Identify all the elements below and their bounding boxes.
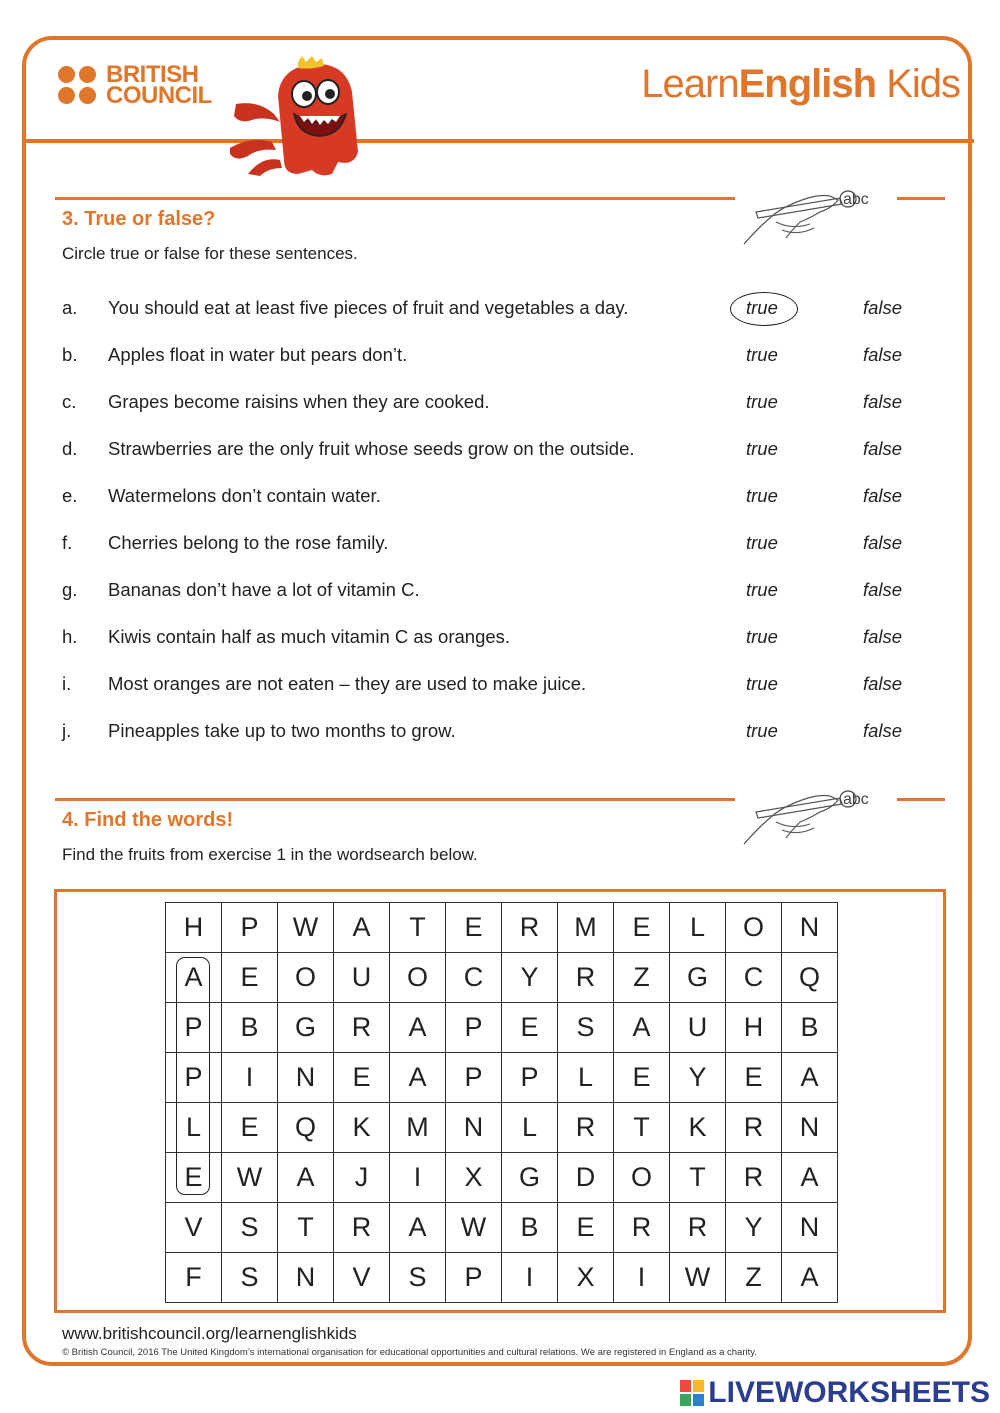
question-text: Strawberries are the only fruit whose seeds grow on the outside.	[108, 438, 635, 459]
question-text: Kiwis contain half as much vitamin C as oranges.	[108, 626, 511, 647]
wordsearch-cell[interactable]: X	[558, 1253, 614, 1303]
wordsearch-cell[interactable]: S	[558, 1003, 614, 1053]
wordsearch-cell[interactable]: W	[670, 1253, 726, 1303]
false-option[interactable]: false	[863, 720, 903, 741]
question-text: Apples float in water but pears don’t.	[108, 344, 408, 365]
question-text: Grapes become raisins when they are cooked.	[108, 391, 490, 412]
hand-abc-label: abc	[843, 191, 869, 208]
wordsearch-cell[interactable]: I	[502, 1253, 558, 1303]
wordsearch-cell[interactable]: J	[334, 1153, 390, 1203]
wordsearch-row	[166, 1203, 838, 1253]
wordsearch-cell[interactable]: R	[502, 903, 558, 953]
wordsearch-cell[interactable]: E	[222, 953, 278, 1003]
question-letter: a.	[62, 297, 78, 318]
wordsearch-cell[interactable]: O	[614, 1153, 670, 1203]
wordsearch-cell[interactable]: S	[390, 1253, 446, 1303]
wordsearch-cell[interactable]: A	[334, 903, 390, 953]
wordsearch-cell[interactable]: A	[782, 1253, 838, 1303]
wordsearch-cell[interactable]: I	[390, 1153, 446, 1203]
wordsearch-cell[interactable]: A	[782, 1153, 838, 1203]
hand-abc-label: abc	[843, 791, 869, 808]
wordsearch-cell[interactable]: Y	[670, 1053, 726, 1103]
question-row	[62, 576, 922, 606]
question-letter: j.	[62, 720, 72, 741]
wordsearch-cell[interactable]: N	[782, 1103, 838, 1153]
wordsearch-cell[interactable]: M	[390, 1103, 446, 1153]
wordsearch-cell[interactable]: N	[278, 1253, 334, 1303]
wordsearch-cell[interactable]: T	[670, 1153, 726, 1203]
question-letter: g.	[62, 579, 78, 600]
wordsearch-cell[interactable]: L	[670, 903, 726, 953]
wordsearch-cell[interactable]: W	[222, 1153, 278, 1203]
false-option[interactable]: false	[863, 579, 903, 600]
wordsearch-cell[interactable]: P	[446, 1053, 502, 1103]
question-row	[62, 435, 922, 465]
wordsearch-cell[interactable]: F	[166, 1253, 222, 1303]
learnenglish-kids-logo	[641, 62, 960, 107]
true-option[interactable]: true	[746, 673, 778, 694]
question-row	[62, 717, 922, 747]
question-letter: e.	[62, 485, 78, 506]
wordsearch-cell[interactable]: E	[614, 1053, 670, 1103]
wordsearch-cell[interactable]: Q	[278, 1103, 334, 1153]
logo-english: English	[738, 62, 877, 106]
writing-hand-icon	[740, 778, 890, 854]
wordsearch-cell[interactable]: T	[278, 1203, 334, 1253]
liveworksheets-logo	[680, 1376, 990, 1410]
wordsearch-cell[interactable]: A	[278, 1153, 334, 1203]
logo-line-2: COUNCIL	[106, 82, 212, 109]
true-option[interactable]: true	[746, 344, 778, 365]
example-word-ring	[176, 957, 210, 1195]
question-row	[62, 294, 922, 324]
wordsearch-cell[interactable]: R	[334, 1003, 390, 1053]
question-letter: i.	[62, 673, 72, 694]
wordsearch-cell[interactable]: R	[726, 1153, 782, 1203]
wordsearch-cell[interactable]: M	[558, 903, 614, 953]
false-option[interactable]: false	[863, 532, 903, 553]
wordsearch-cell[interactable]: P	[222, 903, 278, 953]
wordsearch-cell[interactable]: R	[558, 1103, 614, 1153]
wordsearch-cell[interactable]: S	[222, 1203, 278, 1253]
wordsearch-cell[interactable]: B	[782, 1003, 838, 1053]
wordsearch-cell[interactable]: I	[614, 1253, 670, 1303]
question-letter: f.	[62, 532, 73, 553]
wordsearch-cell[interactable]: P	[166, 1003, 222, 1053]
question-row	[62, 529, 922, 559]
section4-title: 4. Find the words!	[62, 809, 234, 831]
wordsearch-cell[interactable]: R	[670, 1203, 726, 1253]
wordsearch-cell[interactable]: W	[278, 903, 334, 953]
wordsearch-cell[interactable]: E	[334, 1053, 390, 1103]
wordsearch-row	[166, 953, 838, 1003]
wordsearch-cell[interactable]: A	[614, 1003, 670, 1053]
true-option[interactable]: true	[746, 579, 778, 600]
wordsearch-cell[interactable]: Y	[726, 1203, 782, 1253]
wordsearch-cell[interactable]: D	[558, 1153, 614, 1203]
wordsearch-cell[interactable]: K	[334, 1103, 390, 1153]
section4-rule-right	[897, 798, 945, 801]
wordsearch-cell[interactable]: Z	[726, 1253, 782, 1303]
wordsearch-cell[interactable]: O	[726, 903, 782, 953]
wordsearch-row	[166, 1153, 838, 1203]
false-option[interactable]: false	[863, 438, 903, 459]
liveworksheets-text: LIVEWORKSHEETS	[708, 1376, 990, 1409]
question-letter: b.	[62, 344, 78, 365]
wordsearch-cell[interactable]: V	[334, 1253, 390, 1303]
false-option[interactable]: false	[863, 297, 903, 318]
wordsearch-cell[interactable]: T	[614, 1103, 670, 1153]
wordsearch-row	[166, 1053, 838, 1103]
question-text: Most oranges are not eaten – they are used to make juice.	[108, 673, 587, 694]
header-rule	[24, 139, 974, 143]
wordsearch-cell[interactable]: Z	[614, 953, 670, 1003]
wordsearch-cell[interactable]: K	[670, 1103, 726, 1153]
wordsearch-cell[interactable]: A	[782, 1053, 838, 1103]
section3-instruction: Circle true or false for these sentences.	[62, 244, 358, 263]
wordsearch-cell[interactable]: E	[558, 1203, 614, 1253]
wordsearch-row	[166, 903, 838, 953]
wordsearch-cell[interactable]: U	[670, 1003, 726, 1053]
section3-title: 3. True or false?	[62, 208, 216, 230]
wordsearch-cell[interactable]: C	[726, 953, 782, 1003]
false-option[interactable]: false	[863, 485, 903, 506]
wordsearch-cell[interactable]: P	[502, 1053, 558, 1103]
section4-rule-left	[55, 798, 735, 801]
wordsearch-cell[interactable]: A	[390, 1053, 446, 1103]
wordsearch-cell[interactable]: R	[726, 1103, 782, 1153]
wordsearch-cell[interactable]: H	[726, 1003, 782, 1053]
wordsearch-cell[interactable]: T	[390, 903, 446, 953]
wordsearch-cell[interactable]: L	[166, 1103, 222, 1153]
wordsearch-cell[interactable]: R	[334, 1203, 390, 1253]
question-text: You should eat at least five pieces of fruit and vegetables a day.	[108, 297, 629, 318]
wordsearch-cell[interactable]: G	[670, 953, 726, 1003]
wordsearch-cell[interactable]: X	[446, 1153, 502, 1203]
monster-mascot-icon	[228, 56, 363, 181]
true-option[interactable]: true	[746, 720, 778, 741]
wordsearch-cell[interactable]: A	[166, 953, 222, 1003]
liveworksheets-icon	[680, 1380, 704, 1406]
wordsearch-cell[interactable]: N	[278, 1053, 334, 1103]
question-text: Bananas don’t have a lot of vitamin C.	[108, 579, 420, 600]
question-text: Cherries belong to the rose family.	[108, 532, 389, 553]
wordsearch-cell[interactable]: A	[390, 1203, 446, 1253]
true-option[interactable]: true	[746, 485, 778, 506]
question-letter: c.	[62, 391, 77, 412]
wordsearch-row	[166, 1103, 838, 1153]
wordsearch-row	[166, 1253, 838, 1303]
question-row	[62, 341, 922, 371]
wordsearch-cell[interactable]: B	[222, 1003, 278, 1053]
wordsearch-row	[166, 1003, 838, 1053]
wordsearch-cell[interactable]: W	[446, 1203, 502, 1253]
wordsearch-cell[interactable]: P	[446, 1003, 502, 1053]
section3-rule-right	[897, 197, 945, 200]
false-option[interactable]: false	[863, 391, 903, 412]
section3-rule-left	[55, 197, 735, 200]
wordsearch-cell[interactable]: L	[558, 1053, 614, 1103]
question-row	[62, 388, 922, 418]
true-option[interactable]: true	[746, 438, 778, 459]
logo-kids: Kids	[886, 62, 960, 106]
question-text: Watermelons don’t contain water.	[108, 485, 381, 506]
wordsearch-cell[interactable]: Y	[502, 953, 558, 1003]
wordsearch-cell[interactable]: O	[278, 953, 334, 1003]
wordsearch-cell[interactable]: E	[222, 1103, 278, 1153]
logo-dots-icon	[58, 66, 96, 104]
wordsearch-cell[interactable]: N	[782, 903, 838, 953]
wordsearch-cell[interactable]: E	[614, 903, 670, 953]
false-option[interactable]: false	[863, 344, 903, 365]
wordsearch-cell[interactable]: Q	[782, 953, 838, 1003]
section4-instruction: Find the fruits from exercise 1 in the wordsearch below.	[62, 845, 478, 864]
logo-learn: Learn	[641, 62, 739, 106]
wordsearch-cell[interactable]: G	[502, 1153, 558, 1203]
writing-hand-icon	[740, 178, 890, 254]
wordsearch-cell[interactable]: I	[222, 1053, 278, 1103]
question-letter: d.	[62, 438, 78, 459]
false-option[interactable]: false	[863, 626, 903, 647]
true-option[interactable]: true	[746, 626, 778, 647]
wordsearch-cell[interactable]: N	[446, 1103, 502, 1153]
wordsearch-cell[interactable]: H	[166, 903, 222, 953]
wordsearch-cell[interactable]: S	[222, 1253, 278, 1303]
false-option[interactable]: false	[863, 673, 903, 694]
wordsearch-cell[interactable]: V	[166, 1203, 222, 1253]
wordsearch-cell[interactable]: E	[502, 1003, 558, 1053]
wordsearch-cell[interactable]: P	[166, 1053, 222, 1103]
true-option[interactable]: true	[746, 391, 778, 412]
british-council-logo	[58, 61, 212, 109]
wordsearch-cell[interactable]: B	[502, 1203, 558, 1253]
wordsearch-cell[interactable]: A	[390, 1003, 446, 1053]
question-letter: h.	[62, 626, 78, 647]
wordsearch-cell[interactable]: G	[278, 1003, 334, 1053]
wordsearch-cell[interactable]: P	[446, 1253, 502, 1303]
wordsearch-cell[interactable]: N	[782, 1203, 838, 1253]
wordsearch-cell[interactable]: C	[446, 953, 502, 1003]
footer-url[interactable]: www.britishcouncil.org/learnenglishkids	[62, 1324, 357, 1343]
question-row	[62, 623, 922, 653]
true-option[interactable]: true	[746, 532, 778, 553]
footer-copyright: © British Council, 2016 The United Kingdom’s international organisation for educational opportunities and cultural relations. We are registered in England as a charity.	[62, 1347, 757, 1358]
wordsearch-cell[interactable]: R	[614, 1203, 670, 1253]
true-option[interactable]: true	[746, 297, 778, 318]
question-row	[62, 482, 922, 512]
wordsearch-grid	[165, 902, 838, 1303]
wordsearch-cell[interactable]: L	[502, 1103, 558, 1153]
wordsearch-cell[interactable]: E	[166, 1153, 222, 1203]
wordsearch-cell[interactable]: U	[334, 953, 390, 1003]
wordsearch-cell[interactable]: O	[390, 953, 446, 1003]
logo-line-1: BRITISH	[106, 61, 199, 88]
wordsearch-cell[interactable]: E	[446, 903, 502, 953]
wordsearch-cell[interactable]: E	[726, 1053, 782, 1103]
question-text: Pineapples take up to two months to grow.	[108, 720, 456, 741]
wordsearch-cell[interactable]: R	[558, 953, 614, 1003]
question-row	[62, 670, 922, 700]
